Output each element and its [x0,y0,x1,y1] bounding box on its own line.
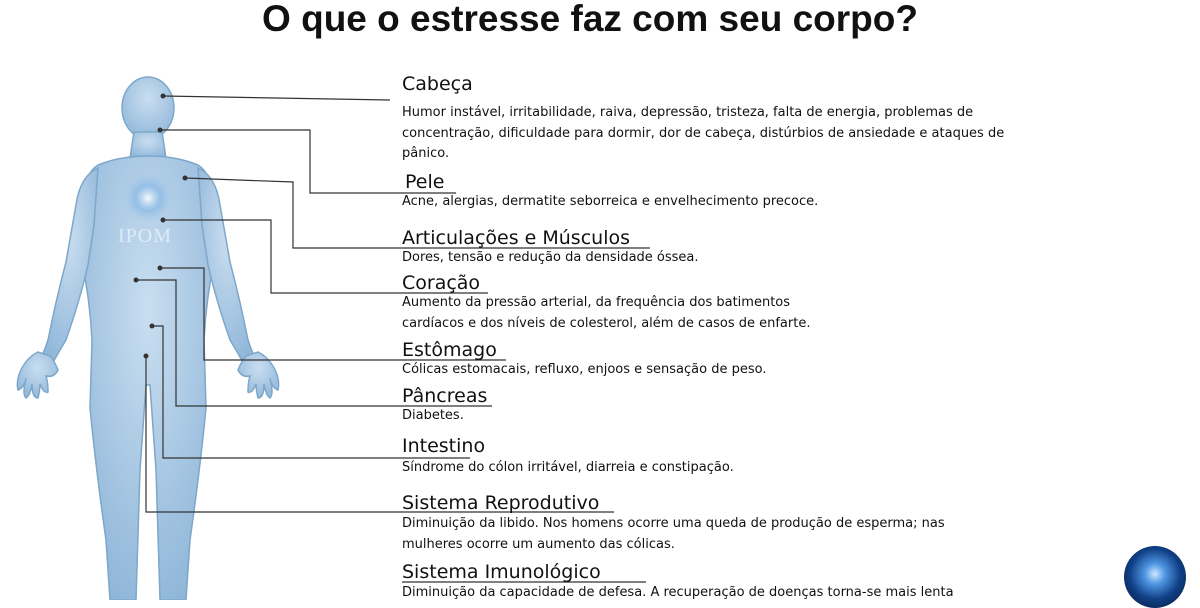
organ-title: Articulações e Músculos [402,227,630,249]
organ-description: Diminuição da libido. Nos homens ocorre uma queda de produção de esperma; nas mulheres ocorre um aumento das cólicas. [402,516,945,552]
organ-description: Diabetes. [402,408,464,423]
organ-description: Acne, alergias, dermatite seborreica e envelhecimento precoce. [402,194,819,209]
organ-description: Humor instável, irritabilidade, raiva, depressão, tristeza, falta de energia, problemas de concentração, dificuldade para dormir, dor de cabeça, distúrbios de ansiedade e ataques de pânico. [402,105,1005,161]
organ-description: Diminuição da capacidade de defesa. A recuperação de doenças torna-se mais lenta [402,585,954,600]
organ-block-cabeca [402,72,1042,165]
organ-description: Cólicas estomacais, refluxo, enjoos e sensação de peso. [402,362,767,377]
organ-title: Sistema Reprodutivo [402,492,600,514]
organ-title: Estômago [402,339,497,361]
organ-title: Pâncreas [402,385,488,407]
logo-icon [1124,546,1186,608]
organ-description: Síndrome do cólon irritável, diarreia e constipação. [402,460,734,475]
leader-line-cabeca [163,96,390,100]
organ-block-coracao [402,271,822,334]
organ-title: Coração [402,272,481,294]
organ-description: Aumento da pressão arterial, da frequência dos batimentos cardíacos e dos níveis de colesterol, além de casos de enfarte. [402,295,811,331]
organ-description: Dores, tensão e redução da densidade óssea. [402,250,699,265]
organ-title: Intestino [402,435,486,457]
organ-block-imunologico [402,560,1102,604]
organ-title: Sistema Imunológico [402,561,601,583]
organ-block-pancreas [402,384,1042,427]
page-title: O que o estresse faz com seu corpo? [262,0,918,39]
organ-title: Pele [405,171,445,193]
organ-block-articulacoes [402,226,1042,269]
organ-title: Cabeça [402,73,473,95]
heart-glow [122,172,174,224]
organ-block-reprodutivo [402,491,972,555]
organ-block-pele [402,170,1042,213]
human-body-silhouette [17,77,278,600]
organ-block-intestino [402,434,1042,479]
organ-block-estomago [402,338,1042,381]
watermark-text: IPOM [118,225,173,247]
